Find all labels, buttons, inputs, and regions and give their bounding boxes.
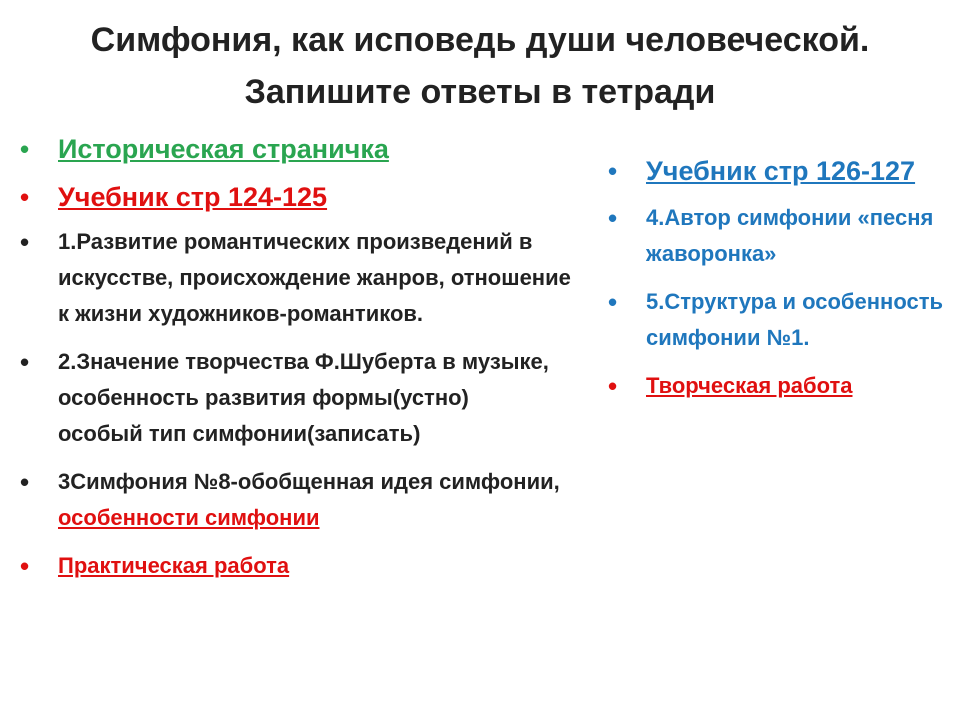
bullet-icon: •	[608, 156, 618, 186]
question-5-text: 5.Структура и особенность симфонии №1.	[646, 289, 943, 350]
list-item-textbook	[20, 176, 580, 218]
slide-title-line-1: Симфония, как исповедь души человеческой.	[90, 21, 870, 59]
bullet-icon: •	[608, 371, 618, 401]
left-column	[20, 128, 580, 596]
list-item-history	[20, 128, 580, 170]
question-2-text: 2.Значение творчества Ф.Шуберта в музыке, особенность развития формы(устно)	[58, 349, 549, 410]
list-item-question-1	[20, 224, 580, 332]
question-4-text: 4.Автор симфонии «песня жаворонка»	[646, 205, 934, 266]
textbook-link-2[interactable]: Учебник стр 126-127	[646, 156, 916, 186]
textbook-link[interactable]: Учебник стр 124-125	[58, 182, 328, 212]
list-item-question-5	[608, 284, 948, 356]
question-2-subtext: особый тип симфонии(записать)	[58, 421, 421, 446]
bullet-icon: •	[20, 182, 30, 212]
bullet-icon: •	[20, 551, 30, 581]
list-item-practical	[20, 548, 580, 584]
bullet-icon: •	[608, 203, 618, 233]
list-item-question-2	[20, 344, 580, 452]
practical-work-link[interactable]: Практическая работа	[58, 553, 290, 578]
list-item-creative	[608, 368, 948, 404]
bullet-icon: •	[608, 287, 618, 317]
creative-work-link[interactable]: Творческая работа	[646, 373, 853, 398]
slide-title-line-2: Запишите ответы в тетради	[244, 73, 716, 111]
list-item-question-4	[608, 200, 948, 272]
history-link[interactable]: Историческая страничка	[58, 134, 389, 164]
bullet-icon: •	[20, 134, 30, 164]
list-item-question-3	[20, 464, 580, 536]
question-1-text: 1.Развитие романтических произведений в искусстве, происхождение жанров, отношение к жизни художников-романтиков.	[58, 229, 571, 326]
list-item-textbook-2	[608, 150, 948, 192]
right-column	[608, 150, 948, 416]
bullet-icon: •	[20, 227, 30, 257]
symphony-features-link[interactable]: особенности симфонии	[58, 505, 320, 530]
slide-title	[0, 14, 960, 118]
question-3-text: 3Симфония №8-обобщенная идея симфонии,	[58, 469, 560, 494]
bullet-icon: •	[20, 347, 30, 377]
bullet-icon: •	[20, 467, 30, 497]
